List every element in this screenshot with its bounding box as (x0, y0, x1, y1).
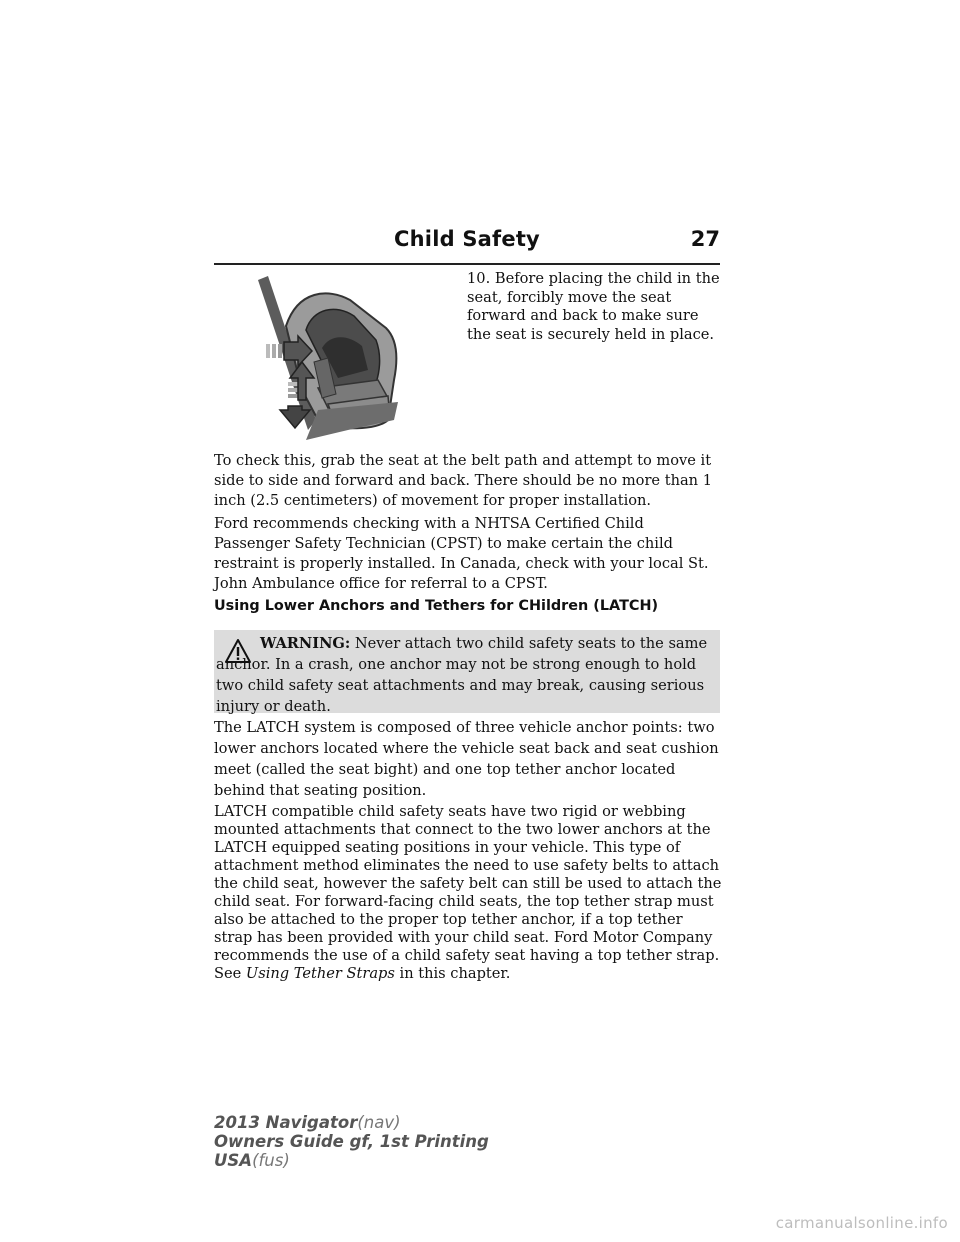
paragraph-recommend: Ford recommends checking with a NHTSA Certified Child Passenger Safety Technician (CPST) to make certain the child restraint is properly installed. In Canada, check with your local St. John Ambulance office for referral to a CPST. (214, 515, 709, 592)
paragraph-compatible-end: in this chapter. (399, 965, 511, 982)
page-header (214, 227, 720, 265)
step-10-text: 10. Before placing the child in the seat, forcibly move the seat forward and back to make sure the seat is securely held in place. (467, 270, 720, 343)
warning-text-block (214, 633, 716, 717)
page-number: 27 (690, 227, 720, 251)
paragraph-compatible (214, 803, 724, 983)
document-footer (214, 1113, 489, 1170)
paragraph-latch: The LATCH system is composed of three vehicle anchor points: two lower anchors located where the vehicle seat back and seat cushion meet (called the seat bight) and one top tether anchor located behind that seating position. (214, 719, 719, 799)
watermark: carmanualsonline.info (775, 1214, 948, 1232)
warning-box (214, 630, 720, 713)
warning-body: Never attach two child safety seats to the same anchor. In a crash, one anchor may not be strong enough to hold two child safety seat attachments and may break, causing serious injury or death. (216, 635, 708, 715)
footer-model-code: (nav) (357, 1113, 401, 1132)
paragraph-compatible-text: LATCH compatible child safety seats have two rigid or webbing mounted attachments that connect to the two lower anchors at the LATCH equipped seating positions in your vehicle. This type of attachment method eliminates the need to use safety belts to attach the child seat, however the safety belt can still be used to attach the child seat. For forward-facing child seats, the top tether strap must also be attached to the proper top tether anchor, if a top tether strap has been provided with your child seat. Ford Motor Company recommends the use of a child safety seat having a top tether strap. See (214, 803, 722, 982)
footer-market-code: (fus) (252, 1151, 290, 1170)
section-title: Child Safety (394, 227, 540, 251)
warning-label: WARNING: (260, 635, 351, 652)
footer-model: 2013 Navigator (214, 1113, 358, 1132)
paragraph-check: To check this, grab the seat at the belt path and attempt to move it side to side and forward and back. There should be no more than 1 inch (2.5 centimeters) of movement for proper installation. (214, 452, 712, 509)
tether-straps-reference: Using Tether Straps (245, 965, 395, 982)
footer-guide: Owners Guide gf, 1st Printing (214, 1132, 489, 1151)
footer-market: USA (214, 1151, 253, 1170)
section-subheading: Using Lower Anchors and Tethers for CHildren (LATCH) (214, 598, 659, 614)
child-seat-illustration (258, 270, 403, 442)
